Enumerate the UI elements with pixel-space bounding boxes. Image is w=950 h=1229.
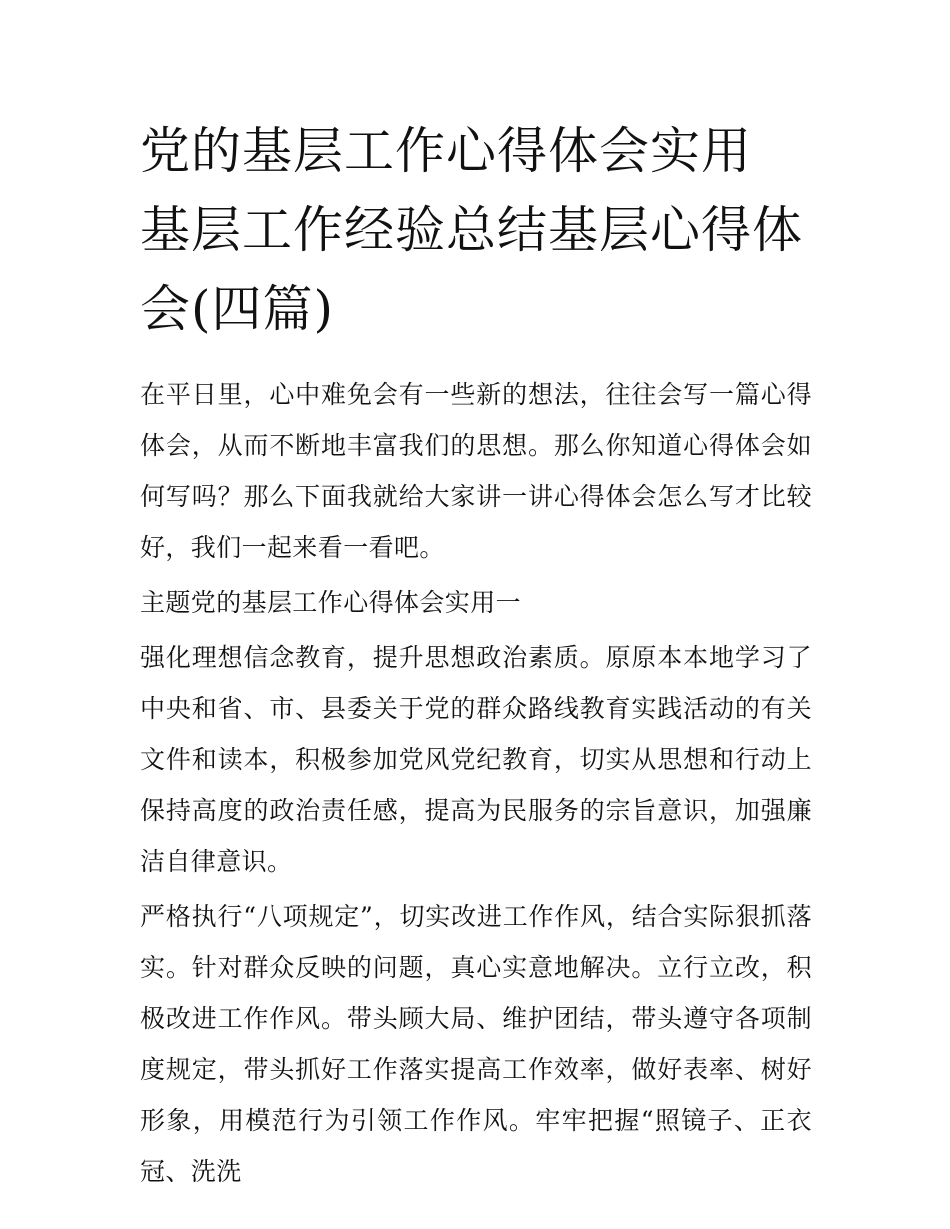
body-paragraph-1: 强化理想信念教育，提升思想政治素质。原原本本地学习了中央和省、市、县委关于党的群众路线教育实践活动的有关文件和读本，积极参加党风党纪教育，切实从思想和行动上保持高度的政治责任感，提高为民服务的宗旨意识，加强廉洁自律意识。 xyxy=(140,643,812,876)
section-heading: 主题党的基层工作心得体会实用一 xyxy=(140,588,522,617)
intro-paragraph: 在平日里，心中难免会有一些新的想法，往往会写一篇心得体会，从而不断地丰富我们的思想。那么你知道心得体会如何写吗？那么下面我就给大家讲一讲心得体会怎么写才比较好，我们一起来看一看吧。 xyxy=(140,380,812,562)
document-title: 党的基层工作心得体会实用 基层工作经验总结基层心得体会(四篇) xyxy=(140,122,803,338)
document-body xyxy=(140,112,812,1197)
body-paragraph-2: 严格执行“八项规定”，切实改进工作作风，结合实际狠抓落实。针对群众反映的问题，真心实意地解决。立行立改，积极改进工作作风。带头顾大局、维护团结，带头遵守各项制度规定，带头抓好工作落实提高工作效率，做好表率、树好形象，用模范行为引领工作作风。牢牢把握“照镜子、正衣冠、洗洗 xyxy=(140,902,812,1186)
